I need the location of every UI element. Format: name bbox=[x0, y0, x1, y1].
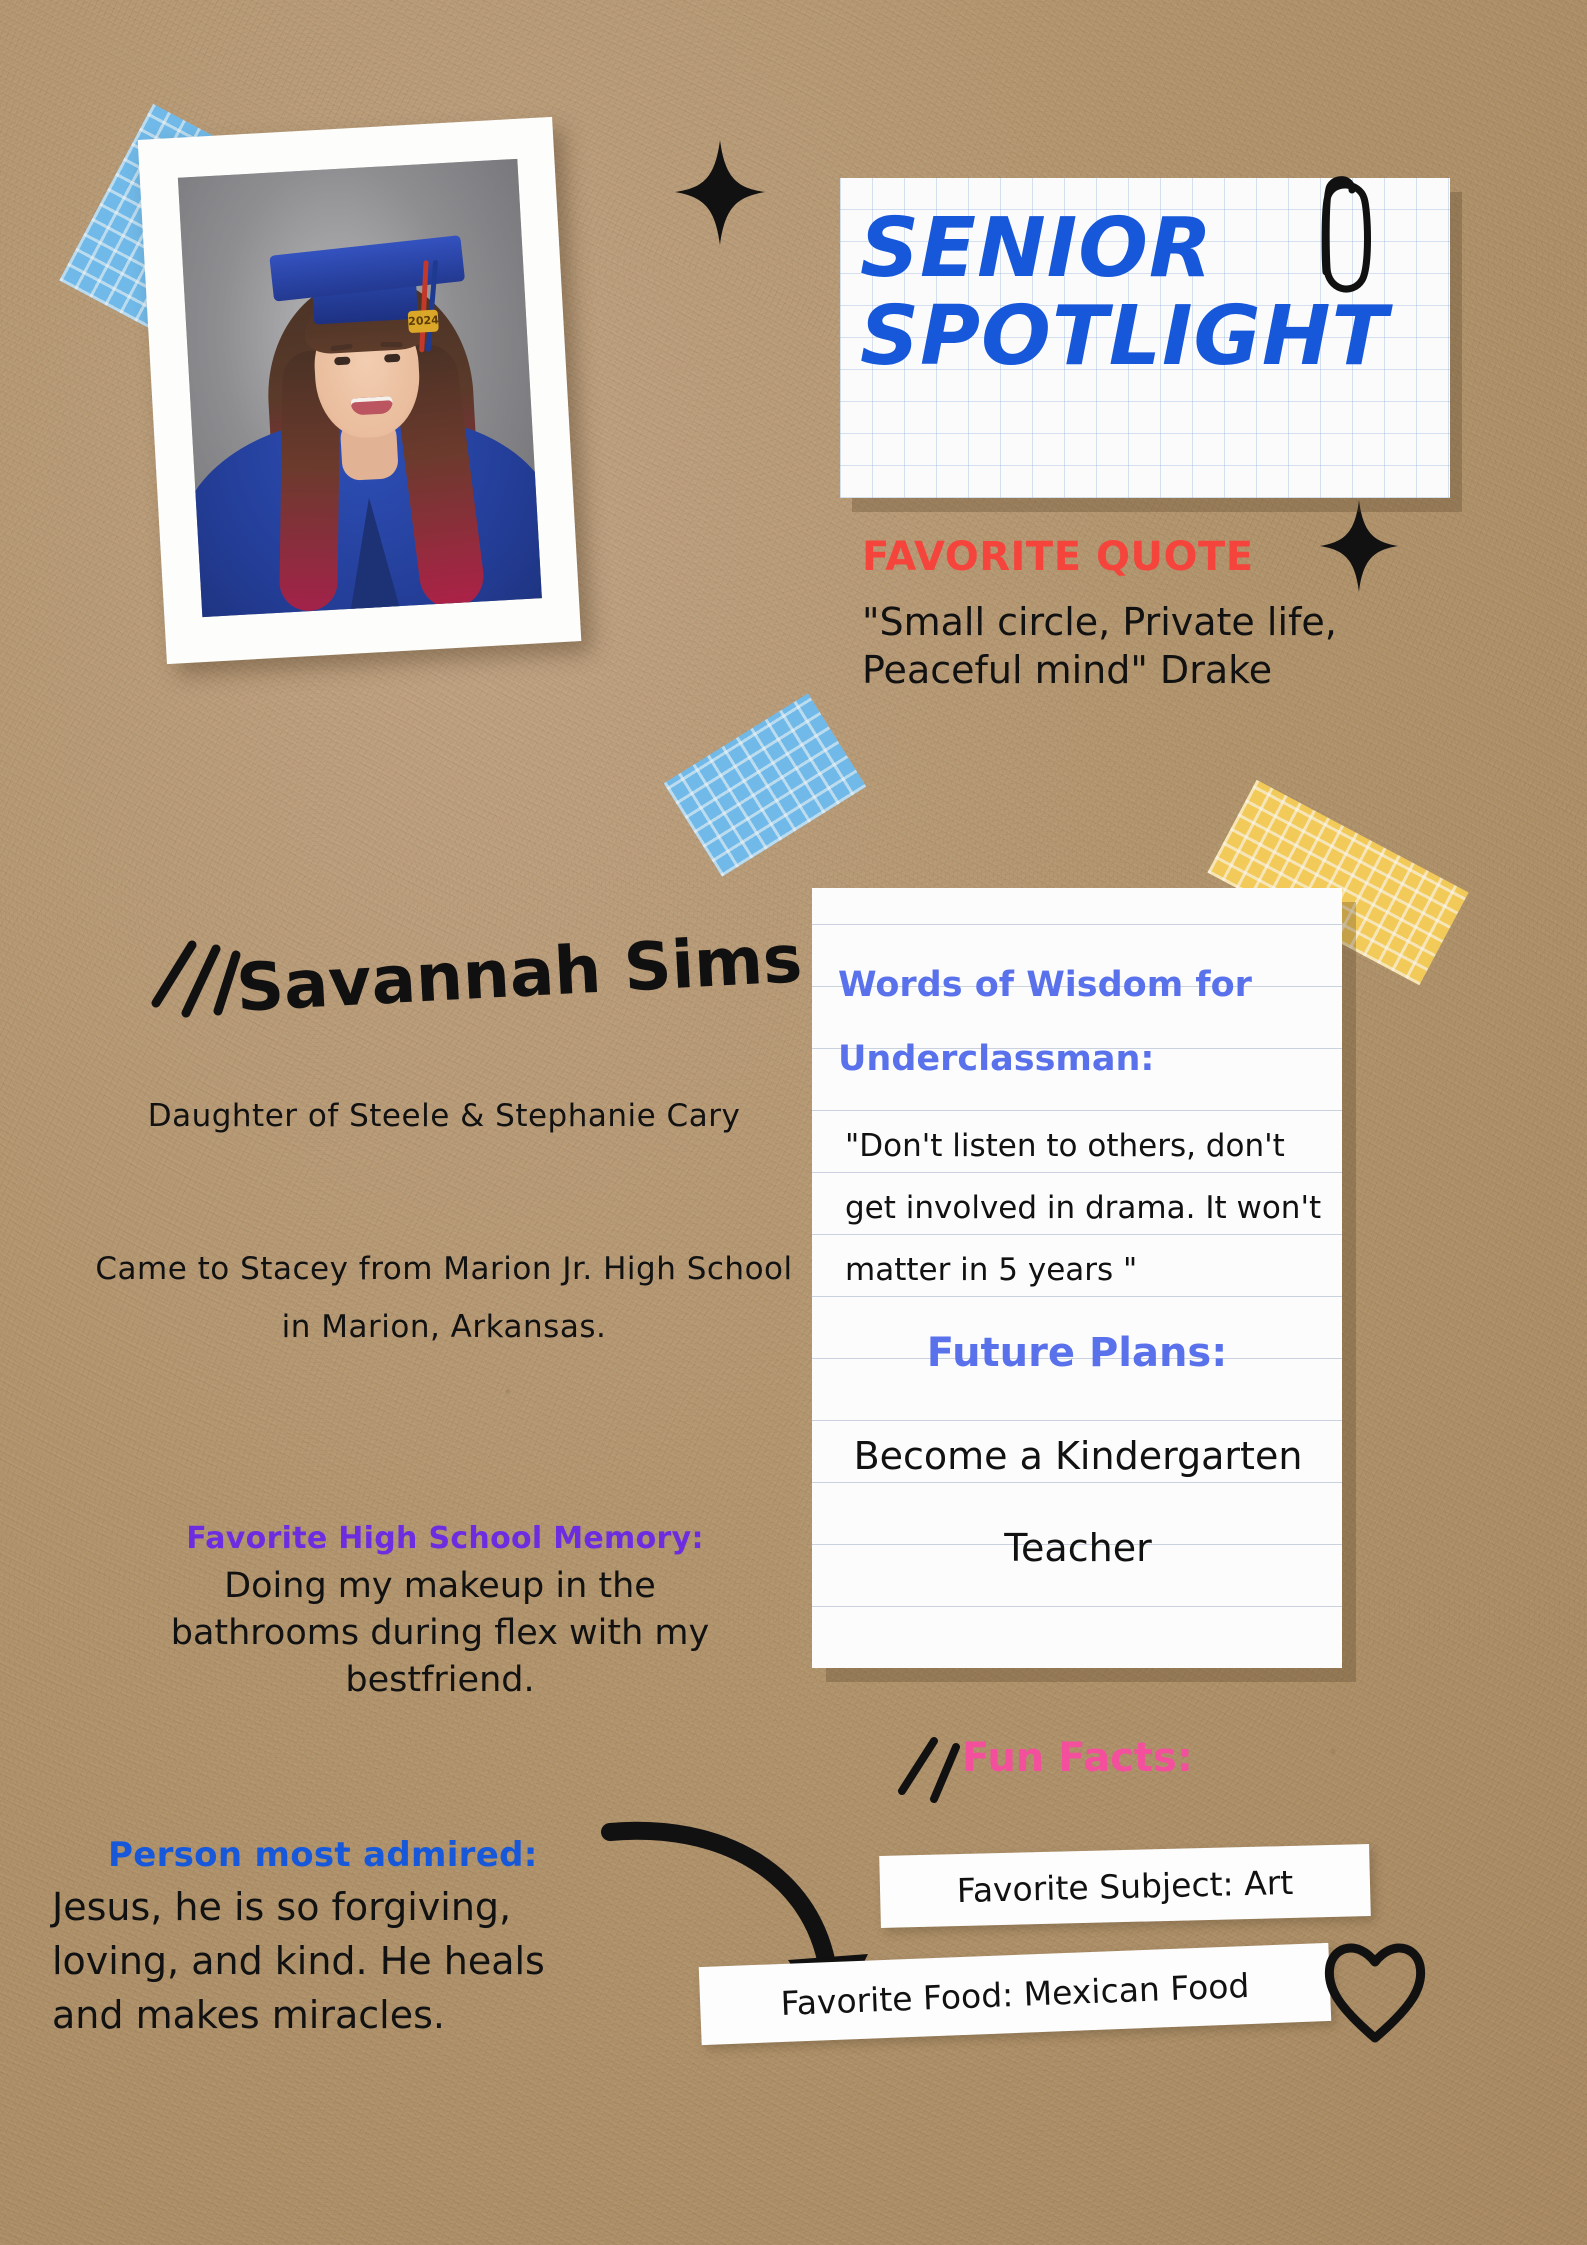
fun-fact-strip: Favorite Subject: Art bbox=[879, 1844, 1371, 1928]
fun-facts-label: Fun Facts: bbox=[962, 1735, 1193, 1781]
student-photo bbox=[178, 159, 542, 617]
student-previous-school: Came to Stacey from Marion Jr. High School in Marion, Arkansas. bbox=[95, 1251, 793, 1345]
name-accent-lines bbox=[140, 925, 250, 1035]
page-title-line1: SENIOR bbox=[860, 201, 1214, 296]
words-of-wisdom-label: Words of Wisdom for Underclassman: bbox=[838, 965, 1252, 1079]
favorite-memory-text: Doing my makeup in the bathrooms during flex with my bestfriend. bbox=[170, 1566, 710, 1700]
student-parents: Daughter of Steele & Stephanie Cary bbox=[147, 1098, 741, 1134]
words-of-wisdom-text: "Don't listen to others, don't get involved in drama. It won't matter in 5 years " bbox=[845, 1128, 1322, 1288]
favorite-quote-label: FAVORITE QUOTE bbox=[862, 534, 1254, 580]
page-title-line2: SPOTLIGHT bbox=[860, 289, 1389, 384]
fun-fact-strip: Favorite Food: Mexican Food bbox=[699, 1943, 1332, 2045]
future-plans-text: Become a Kindergarten Teacher bbox=[853, 1434, 1303, 1570]
sparkle-icon-right bbox=[1320, 500, 1398, 592]
tassel-year-charm: 2024 bbox=[408, 310, 439, 334]
fun-facts-accent-lines bbox=[890, 1725, 970, 1815]
favorite-quote-text: "Small circle, Private life, Peaceful mind" Drake bbox=[862, 600, 1337, 692]
future-plans-label: Future Plans: bbox=[926, 1330, 1228, 1376]
paperclip-icon bbox=[1290, 168, 1380, 318]
person-admired-text: Jesus, he is so forgiving, loving, and kind. He heals and makes miracles. bbox=[52, 1885, 545, 2037]
student-name: Savannah Sims bbox=[234, 920, 804, 1027]
heart-icon bbox=[1320, 1930, 1430, 2050]
sparkle-icon-top bbox=[675, 140, 765, 245]
favorite-memory-label: Favorite High School Memory: bbox=[186, 1521, 704, 1556]
student-photo-polaroid bbox=[138, 117, 582, 664]
person-admired-label: Person most admired: bbox=[108, 1835, 538, 1875]
